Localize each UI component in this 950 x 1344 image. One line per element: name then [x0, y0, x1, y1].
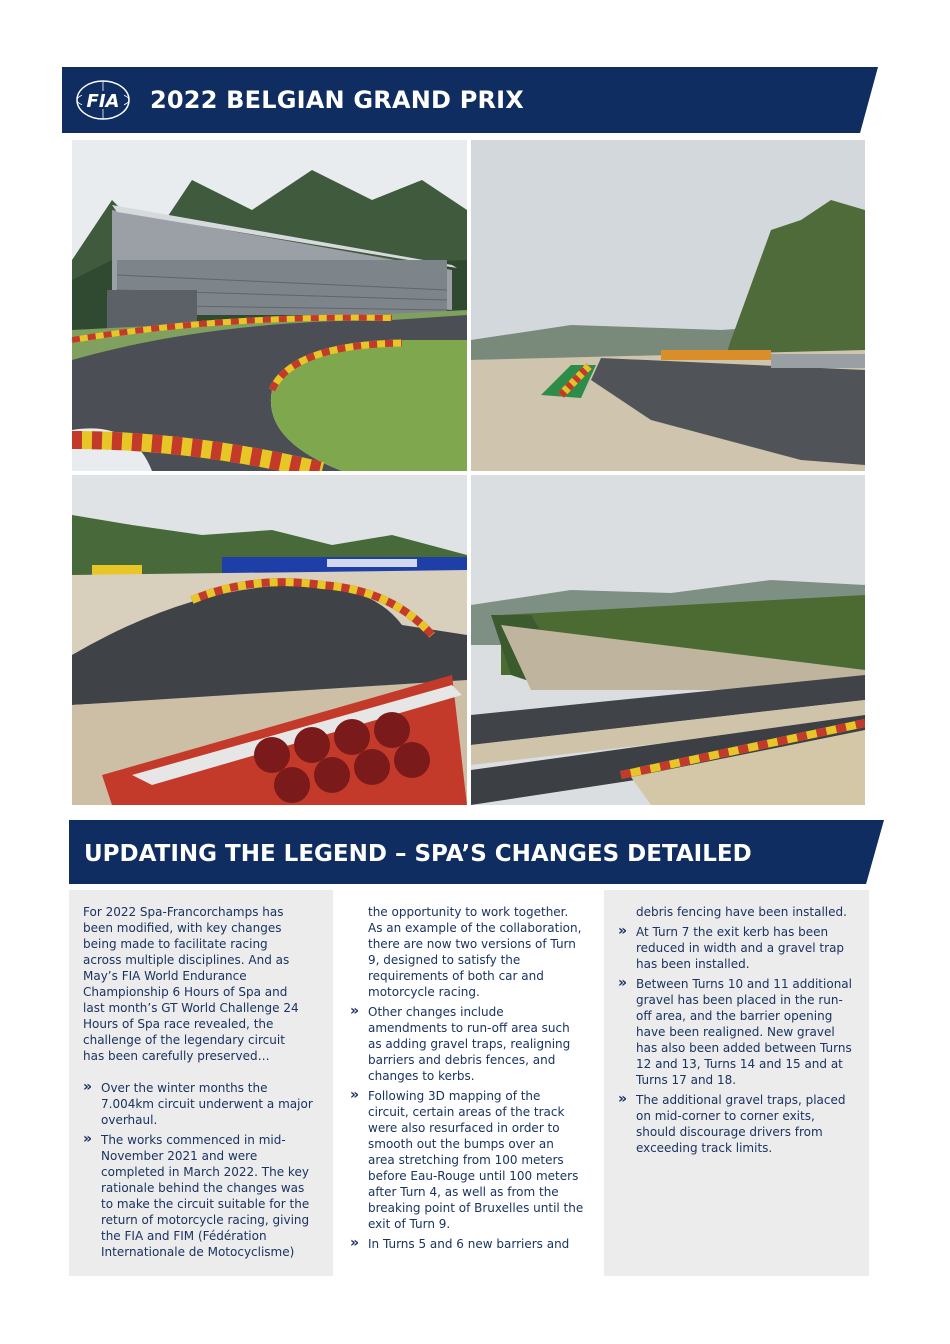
svg-text:FIA: FIA: [86, 91, 120, 112]
continued-text: the opportunity to work together. As an example of the collaboration, there are now two versions of Turn 9, designed to satisfy the requirements of both car and motorcycle racing.: [368, 905, 582, 999]
page-title: 2022 BELGIAN GRAND PRIX: [150, 86, 524, 114]
intro-paragraph: For 2022 Spa-Francorchamps has been modified, with key changes being made to facilitate racing across multiple disciplines. And as May’s FIA World Endurance Championship 6 Hours of Spa and last month’s GT World Challenge 24 Hours of Spa race revealed, the challenge of the legendary circuit has been carefully preserved…: [83, 905, 299, 1063]
bullet-item: » In Turns 5 and 6 new barriers and: [350, 1236, 584, 1252]
photo-gravel-trap: [471, 140, 865, 471]
bullet-item: » The works commenced in mid-November 2021 and were completed in March 2022. The key rationale behind the changes was to make the circuit suitable for the return of motorcycle racing, giving the FIA and FIM (Fédération Internationale de Motocyclisme): [83, 1132, 317, 1260]
text-column-2: [338, 890, 600, 1276]
photo-michelin-barriers: [72, 475, 467, 805]
bullet-item: » The additional gravel traps, placed on mid-corner to corner exits, should discourage drivers from exceeding track limits.: [618, 1092, 853, 1156]
text-column-3: [604, 890, 869, 1276]
continued-text: debris fencing have been installed.: [636, 905, 847, 919]
text-column-1: [69, 890, 333, 1276]
bullet-item: » Over the winter months the 7.004km circuit underwent a major overhaul.: [83, 1080, 317, 1128]
bullet-item: » Between Turns 10 and 11 additional gravel has been placed in the run-off area, and the barrier opening have been realigned. New gravel has also been added between Turns 12 and 13, Turns 14 and 15 and at Turns 17 and 18.: [618, 976, 853, 1088]
fia-logo: [74, 79, 132, 121]
photo-grandstand: [72, 140, 467, 471]
article-title: UPDATING THE LEGEND – SPA’S CHANGES DETAILED: [84, 841, 752, 867]
photo-circuit-overview: [471, 475, 865, 805]
bullet-item: » Other changes include amendments to run-off area such as adding gravel traps, realigning barriers and debris fences, and changes to kerbs.: [350, 1004, 584, 1084]
bullet-item: » At Turn 7 the exit kerb has been reduced in width and a gravel trap has been installed.: [618, 924, 853, 972]
bullet-item: » Following 3D mapping of the circuit, certain areas of the track were also resurfaced in order to smooth out the bumps over an area stretching from 100 meters before Eau-Rouge until 100 meters after Turn 4, as well as from the breaking point of Bruxelles until the exit of Turn 9.: [350, 1088, 584, 1232]
